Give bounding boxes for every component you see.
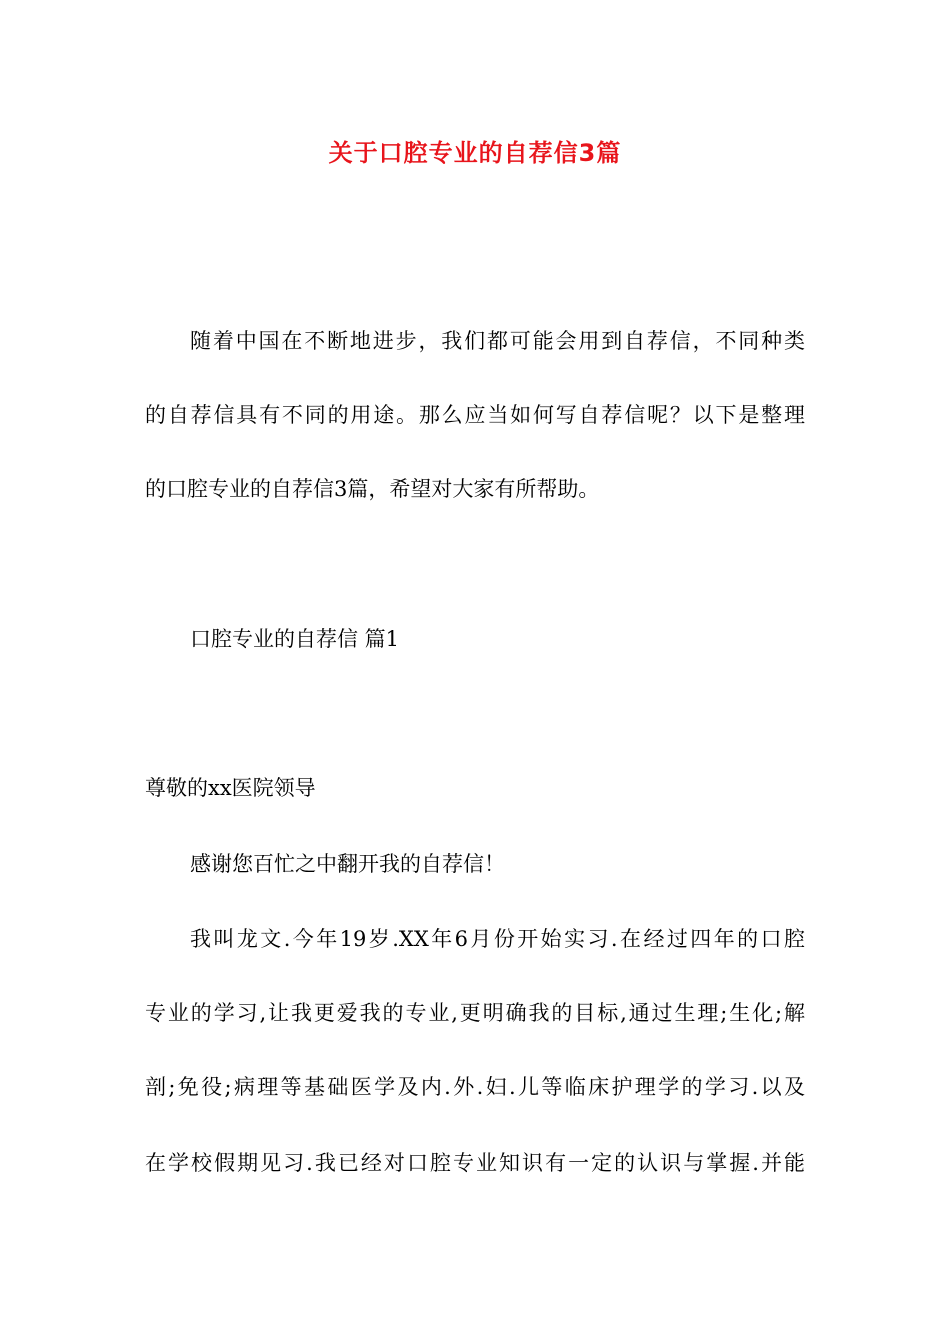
section-heading: 口腔专业的自荐信 篇1 [190,627,400,651]
salutation: 尊敬的xx医院领导 [145,776,316,800]
body-line-2: 专业的学习,让我更爱我的专业,更明确我的目标,通过生理;生化;解 [145,1001,805,1025]
intro-line-3: 的口腔专业的自荐信3篇，希望对大家有所帮助。 [145,477,600,501]
body-line-4: 在学校假期见习.我已经对口腔专业知识有一定的认识与掌握.并能 [145,1151,805,1175]
body-line-3: 剖;免役;病理等基础医学及内.外.妇.儿等临床护理学的学习.以及 [145,1075,805,1099]
body-line-1: 我叫龙文.今年19岁.XX年6月份开始实习.在经过四年的口腔 [190,927,805,951]
intro-line-1: 随着中国在不断地进步，我们都可能会用到自荐信，不同种类 [190,329,805,353]
document-title: 关于口腔专业的自荐信3篇 [328,139,622,167]
thanks-line: 感谢您百忙之中翻开我的自荐信！ [190,852,505,876]
intro-line-2: 的自荐信具有不同的用途。那么应当如何写自荐信呢？以下是整理 [145,403,805,427]
